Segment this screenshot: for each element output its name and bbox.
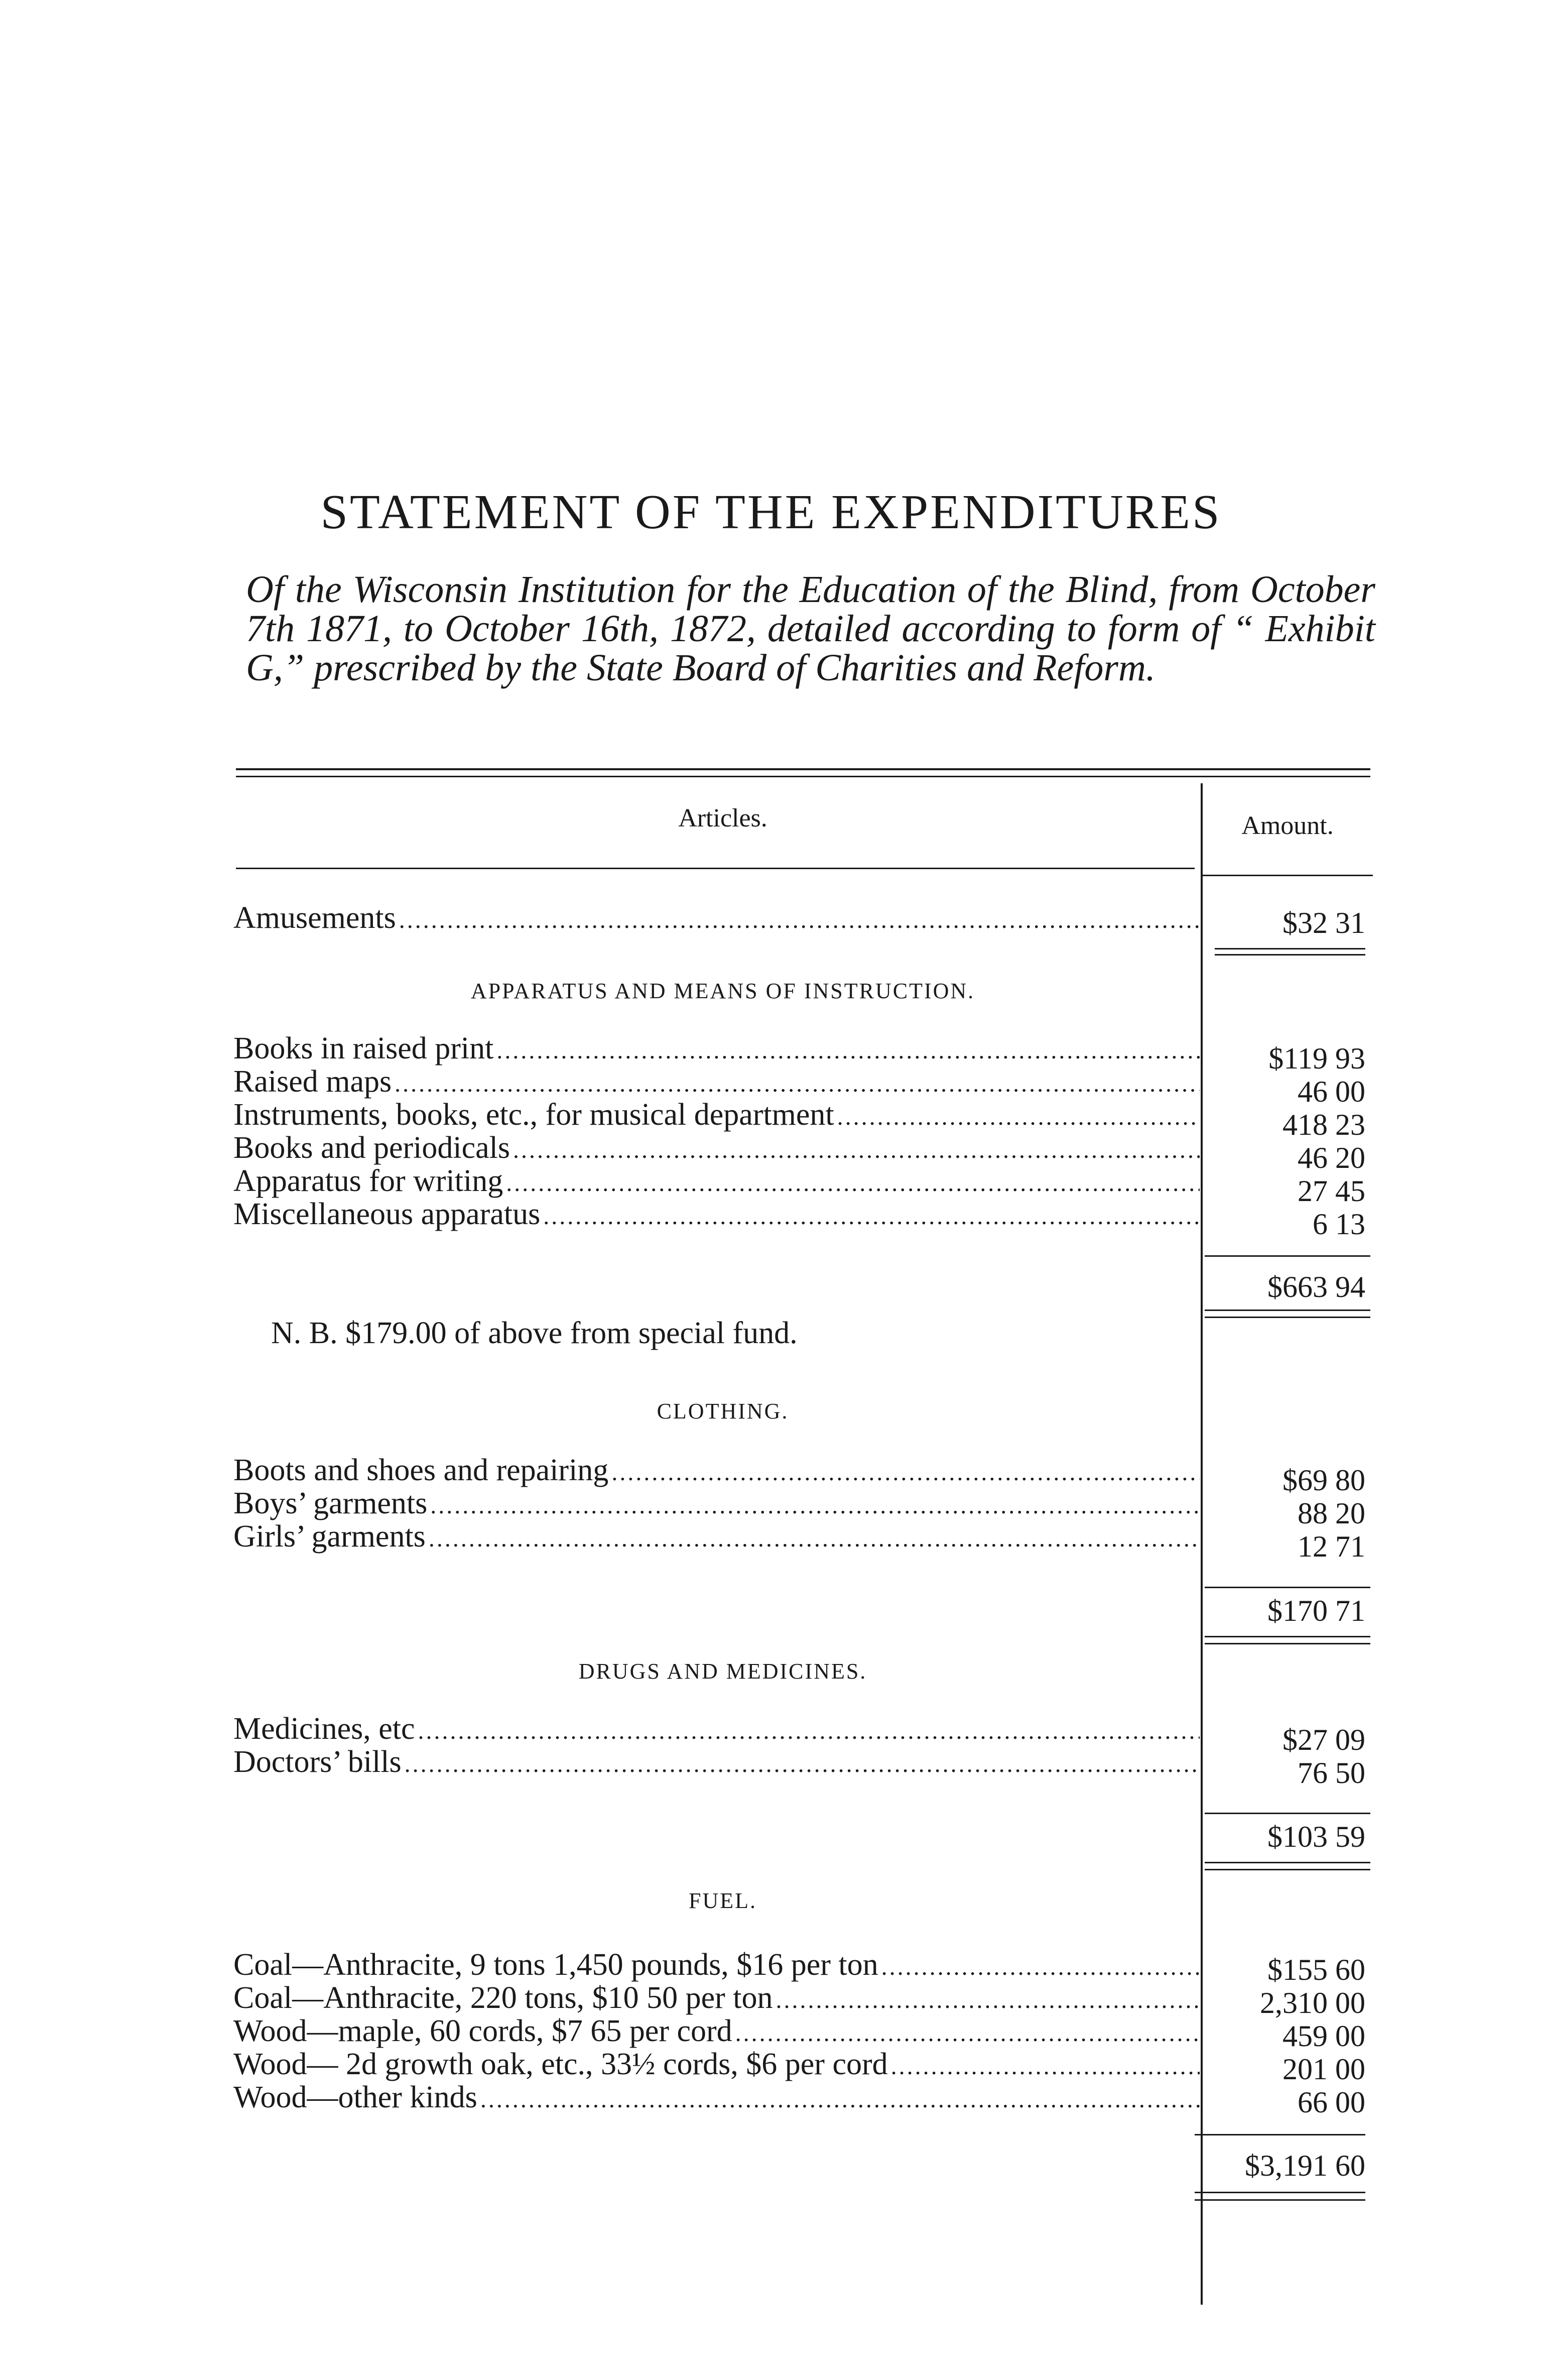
row-amount: 418 23	[1282, 1108, 1365, 1141]
subtotal-amount: $103 59	[1267, 1820, 1365, 1853]
row-label: Books in raised print	[233, 1032, 494, 1065]
dot-leader	[881, 1948, 1200, 1984]
row-amount: $32 31	[1282, 906, 1365, 939]
total-rule	[1195, 2199, 1365, 2201]
dot-leader	[430, 1487, 1200, 1522]
row-amount: 12 71	[1298, 1530, 1365, 1563]
header-top-rule	[236, 768, 1370, 770]
subtotal-rule	[1205, 1255, 1370, 1257]
subtitle: Of the Wisconsin Institution for the Education of the Blind, from October 7th 1871, to October 16th, 1872, detailed according to form of “ Exhibit G,” prescribed by the State Board of Charities and Reform.	[246, 568, 1375, 689]
total-rule	[1205, 1317, 1370, 1318]
row-amount: 27 45	[1298, 1174, 1365, 1208]
table-row	[233, 2014, 1200, 2050]
row-label: Instruments, books, etc., for musical department	[233, 1098, 834, 1132]
row-amount: $27 09	[1282, 1723, 1365, 1756]
table-row	[233, 1098, 1200, 1134]
row-amount: $69 80	[1282, 1464, 1365, 1497]
dot-leader	[480, 2081, 1200, 2116]
column-header-amount: Amount.	[1241, 811, 1334, 840]
subtotal-rule	[1205, 1813, 1370, 1814]
dot-leader	[837, 1098, 1200, 1134]
subtotal-rule	[1195, 2134, 1365, 2135]
row-amount: 6 13	[1313, 1208, 1365, 1241]
row-label: Coal—Anthracite, 9 tons 1,450 pounds, $16 per ton	[233, 1948, 878, 1982]
row-label: Coal—Anthracite, 220 tons, $10 50 per ton	[233, 1981, 773, 2015]
row-label: Girls’ garments	[233, 1520, 426, 1554]
row-amount: $119 93	[1268, 1042, 1365, 1075]
row-amount: 76 50	[1298, 1756, 1365, 1790]
row-label: Doctors’ bills	[233, 1745, 402, 1779]
total-rule	[1215, 948, 1365, 949]
subtotal-amount: $170 71	[1267, 1594, 1365, 1627]
row-amount: 46 00	[1298, 1075, 1365, 1108]
header-bottom-rule-amount	[1202, 875, 1373, 876]
special-fund-note: N. B. $179.00 of above from special fund.	[271, 1316, 798, 1350]
row-amount: 201 00	[1282, 2053, 1365, 2086]
total-rule	[1205, 1643, 1370, 1644]
amount-column-divider	[1201, 783, 1203, 2305]
subtotal-amount: $3,191 60	[1245, 2149, 1365, 2182]
dot-leader	[399, 901, 1200, 937]
table-row	[233, 2048, 1200, 2083]
dot-leader	[611, 1454, 1200, 1489]
row-amount: 66 00	[1298, 2086, 1365, 2119]
table-row-amusements	[233, 901, 1200, 937]
header-bottom-rule	[236, 868, 1195, 869]
dot-leader	[496, 1032, 1200, 1067]
total-rule	[1205, 1636, 1370, 1637]
total-rule	[1205, 1862, 1370, 1863]
row-label: Books and periodicals	[233, 1131, 510, 1165]
row-amount: 2,310 00	[1260, 1986, 1365, 2019]
row-label: Wood— 2d growth oak, etc., 33½ cords, $6 per cord	[233, 2048, 888, 2081]
column-header-articles: Articles.	[678, 804, 767, 832]
row-label: Medicines, etc	[233, 1712, 415, 1746]
row-label: Boots and shoes and repairing	[233, 1454, 609, 1487]
dot-leader	[735, 2014, 1200, 2050]
section-heading-fuel: FUEL.	[689, 1888, 757, 1913]
section-heading-drugs: DRUGS AND MEDICINES.	[578, 1659, 867, 1684]
table-row	[233, 1065, 1200, 1101]
page-title: STATEMENT OF THE EXPENDITURES	[320, 485, 1222, 539]
section-heading-apparatus: APPARATUS AND MEANS OF INSTRUCTION.	[470, 979, 975, 1003]
subtotal-amount: $663 94	[1267, 1270, 1365, 1303]
table-row	[233, 1712, 1200, 1748]
row-label: Boys’ garments	[233, 1487, 428, 1520]
total-rule	[1205, 1869, 1370, 1870]
table-row	[233, 1131, 1200, 1167]
dot-leader	[429, 1520, 1200, 1556]
dot-leader	[891, 2048, 1200, 2083]
dot-leader	[506, 1164, 1200, 1200]
dot-leader	[405, 1745, 1200, 1781]
row-amount: 459 00	[1282, 2019, 1365, 2053]
row-amount: $155 60	[1267, 1953, 1365, 1986]
subtotal-rule	[1205, 1587, 1370, 1588]
section-heading-clothing: CLOTHING.	[657, 1399, 789, 1423]
total-rule	[1195, 2192, 1365, 2193]
dot-leader	[418, 1712, 1200, 1748]
table-row	[233, 1745, 1200, 1781]
table-row	[233, 1454, 1200, 1489]
row-amount: 88 20	[1298, 1497, 1365, 1530]
total-rule	[1205, 1310, 1370, 1311]
dot-leader	[776, 1981, 1200, 2017]
table-row	[233, 1948, 1200, 1984]
row-label: Miscellaneous apparatus	[233, 1198, 541, 1231]
dot-leader	[395, 1065, 1200, 1101]
total-rule	[1215, 954, 1365, 956]
table-row	[233, 1520, 1200, 1556]
table-row	[233, 1198, 1200, 1233]
table-row	[233, 1981, 1200, 2017]
row-label: Wood—maple, 60 cords, $7 65 per cord	[233, 2014, 732, 2048]
row-label: Raised maps	[233, 1065, 392, 1099]
row-label: Wood—other kinds	[233, 2081, 477, 2114]
table-row	[233, 1164, 1200, 1200]
dot-leader	[543, 1198, 1200, 1233]
row-label: Amusements	[233, 901, 396, 935]
header-top-rule-2	[236, 776, 1370, 777]
row-amount: 46 20	[1298, 1141, 1365, 1174]
row-label: Apparatus for writing	[233, 1164, 503, 1198]
table-row	[233, 2081, 1200, 2116]
dot-leader	[513, 1131, 1200, 1167]
table-row	[233, 1487, 1200, 1522]
table-row	[233, 1032, 1200, 1067]
